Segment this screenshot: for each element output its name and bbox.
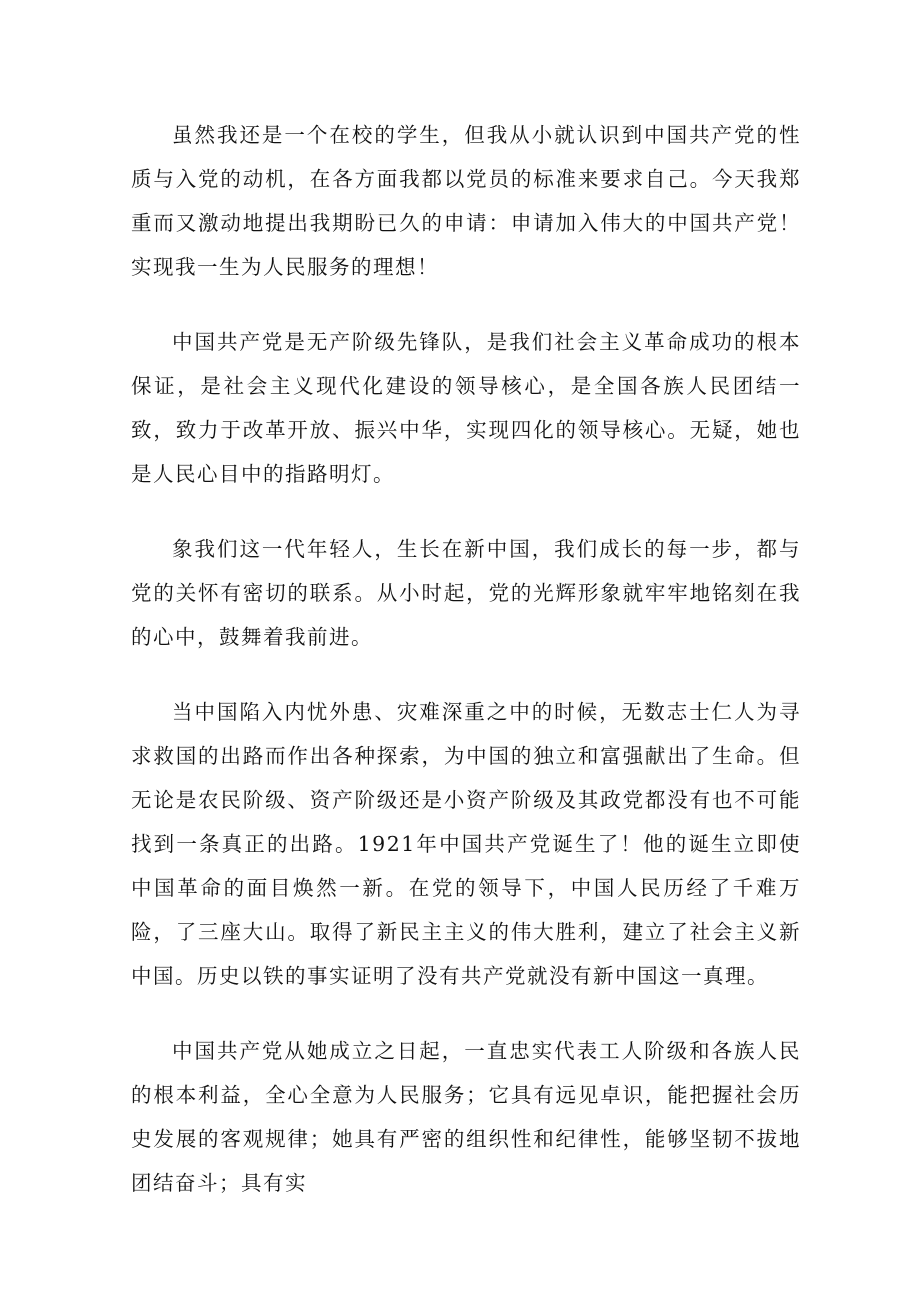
paragraph-1: 虽然我还是一个在校的学生，但我从小就认识到中国共产党的性质与入党的动机，在各方面我都以党员的标准来要求自己。今天我郑重而又激动地提出我期盼已久的申请：申请加入伟大的中国共产党！实现我一生为人民服务的理想！ (131, 123, 801, 279)
paragraph-5: 中国共产党从她成立之日起，一直忠实代表工人阶级和各族人民的根本利益，全心全意为人民服务；它具有远见卓识，能把握社会历史发展的客观规律；她具有严密的组织性和纪律性，能够坚韧不拔地团结奋斗；具有实 (131, 1039, 801, 1195)
document-body (131, 113, 801, 1205)
paragraph-2: 中国共产党是无产阶级先锋队，是我们社会主义革命成功的根本保证，是社会主义现代化建设的领导核心，是全国各族人民团结一致，致力于改革开放、振兴中华，实现四化的领导核心。无疑，她也是人民心目中的指路明灯。 (131, 330, 801, 486)
paragraph-4: 当中国陷入内忧外患、灾难深重之中的时候，无数志士仁人为寻求救国的出路而作出各种探索，为中国的独立和富强献出了生命。但无论是农民阶级、资产阶级还是小资产阶级及其政党都没有也不可能找到一条真正的出路。1921年中国共产党诞生了！他的诞生立即使中国革命的面目焕然一新。在党的领导下，中国人民历经了千难万险，了三座大山。取得了新民主主义的伟大胜利，建立了社会主义新中国。历史以铁的事实证明了没有共产党就没有新中国这一真理。 (131, 700, 801, 988)
paragraph-3: 象我们这一代年轻人，生长在新中国，我们成长的每一步，都与党的关怀有密切的联系。从小时起，党的光辉形象就牢牢地铭刻在我的心中，鼓舞着我前进。 (131, 537, 801, 649)
